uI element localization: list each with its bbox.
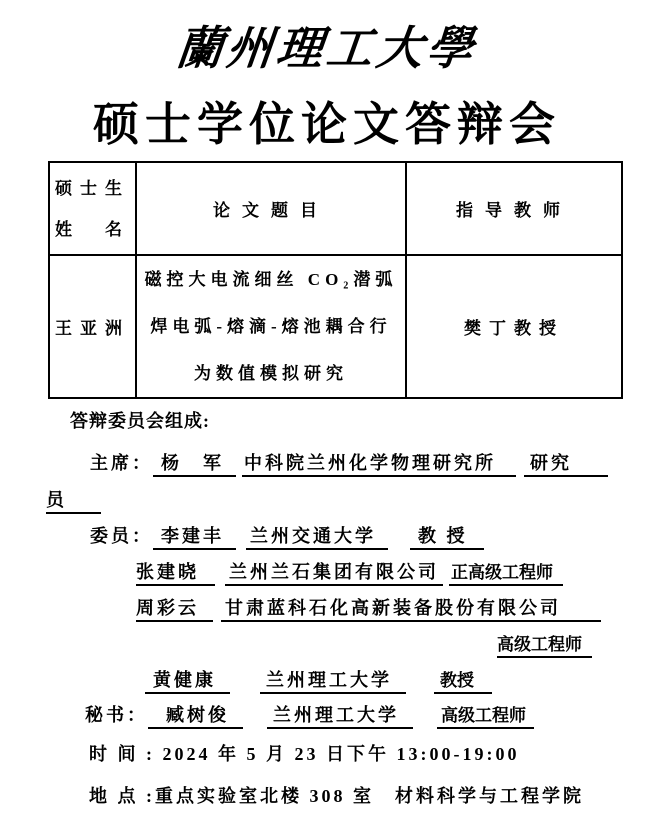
secretary-label: 秘书： bbox=[85, 705, 148, 725]
secretary-name: 臧树俊 bbox=[148, 705, 243, 729]
table-header-thesis-title: 论文题目 bbox=[136, 162, 406, 255]
secretary-line bbox=[85, 701, 534, 727]
student-header-line1: 硕士生 bbox=[55, 178, 130, 198]
thesis-title-cell bbox=[136, 255, 406, 398]
secretary-title: 高级工程师 bbox=[437, 706, 534, 729]
chairman-title-part2: 员 bbox=[46, 490, 101, 514]
member-org: 兰州交通大学 bbox=[246, 526, 388, 550]
chairman-line bbox=[90, 449, 608, 475]
table-header-advisor: 指导教师 bbox=[406, 162, 622, 255]
chairman-org: 中科院兰州化学物理研究所 bbox=[242, 453, 516, 477]
member-name: 黄健康 bbox=[145, 670, 230, 694]
member-name: 周彩云 bbox=[136, 598, 213, 622]
defense-info-table bbox=[48, 161, 623, 399]
member-line-3 bbox=[136, 594, 601, 620]
advisor-cell: 樊丁教授 bbox=[406, 255, 622, 398]
member-title: 正高级工程师 bbox=[449, 563, 563, 586]
member-org: 兰州理工大学 bbox=[260, 670, 406, 694]
member-title: 教授 bbox=[434, 671, 492, 694]
chairman-name: 杨 军 bbox=[153, 453, 236, 477]
member-line-2 bbox=[136, 558, 563, 584]
time-line: 时 间 : 2024 年 5 月 23 日下午 13:00-19:00 bbox=[89, 744, 520, 764]
member-line-4 bbox=[145, 666, 492, 692]
committee-heading: 答辩委员会组成: bbox=[70, 411, 210, 431]
member-name: 李建丰 bbox=[153, 526, 236, 550]
secretary-org: 兰州理工大学 bbox=[267, 705, 413, 729]
student-name-cell: 王亚洲 bbox=[49, 255, 136, 398]
thesis-line-2: 焊电弧-熔滴-熔池耦合行 bbox=[150, 317, 392, 336]
member-org: 甘肃蓝科石化高新装备股份有限公司 bbox=[221, 598, 601, 622]
chairman-label: 主席： bbox=[90, 453, 153, 473]
thesis-line-3: 为数值模拟研究 bbox=[194, 364, 348, 383]
member-title: 教 授 bbox=[410, 526, 484, 550]
chairman-title-part1: 研究 bbox=[524, 453, 608, 477]
table-header-student-name bbox=[49, 162, 136, 255]
thesis-line-1: 磁控大电流细丝 CO₂潜弧 bbox=[144, 270, 398, 289]
document-title: 硕士学位论文答辩会 bbox=[93, 99, 561, 150]
table-header-row bbox=[49, 162, 622, 255]
university-logo-calligraphy: 蘭州理工大學 bbox=[173, 23, 480, 74]
student-header-line2: 姓 名 bbox=[55, 219, 130, 239]
member-org: 兰州兰石集团有限公司 bbox=[225, 562, 443, 586]
chairman-line-wrap bbox=[46, 486, 101, 512]
place-line: 地 点 :重点实验室北楼 308 室 材料科学与工程学院 bbox=[89, 786, 584, 806]
member-name: 张建晓 bbox=[136, 562, 215, 586]
table-data-row bbox=[49, 255, 622, 398]
member-line-1 bbox=[90, 522, 484, 548]
members-label: 委员： bbox=[90, 526, 153, 546]
member-title: 高级工程师 bbox=[497, 635, 592, 658]
member-line-3-wrap bbox=[497, 630, 592, 655]
